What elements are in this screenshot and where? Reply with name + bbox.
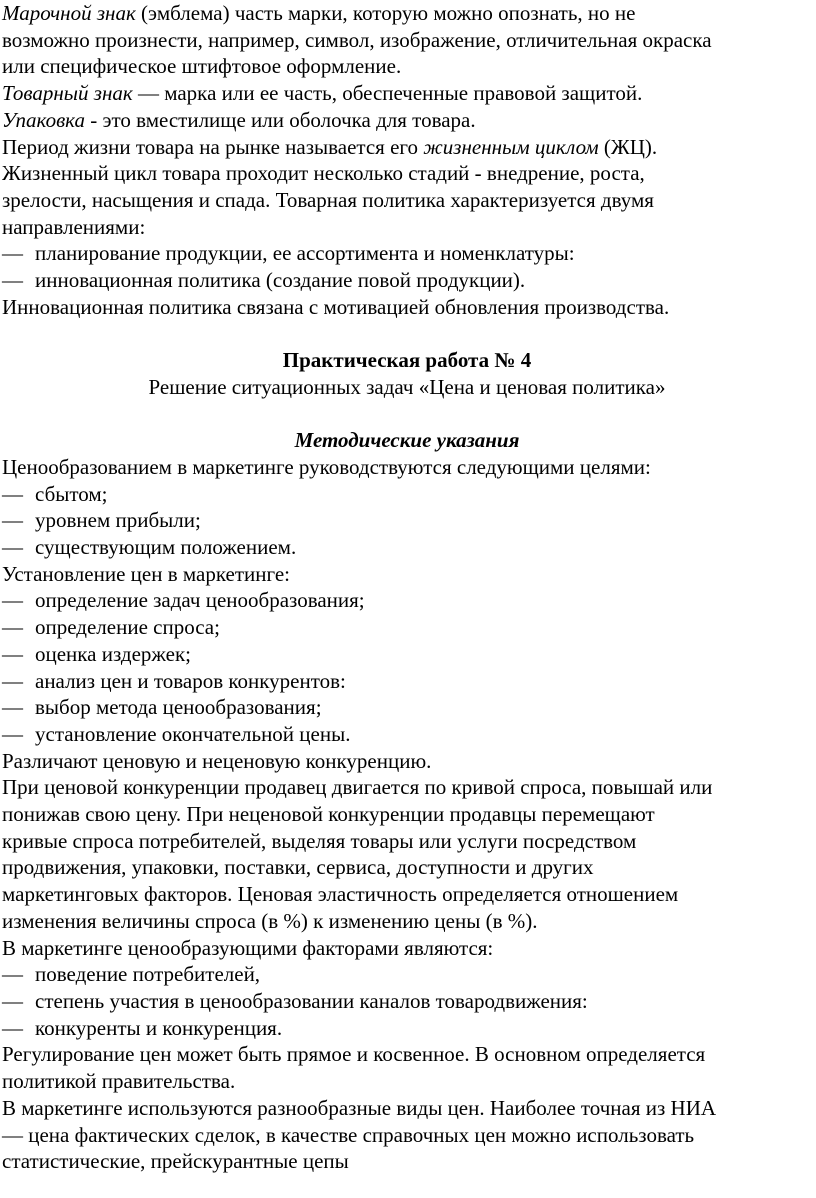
text-line: кривые спроса потребителей, выделяя товары или услуги посредством <box>2 828 637 853</box>
list-item-text: установление окончательной цены. <box>35 721 351 746</box>
text: Период жизни товара на рынке называется его <box>2 134 424 159</box>
spacer <box>2 320 816 347</box>
text-line: При ценовой конкуренции продавец двигается по кривой спроса, повышай или <box>2 775 713 800</box>
term-trademark: Товарный знак <box>2 81 133 106</box>
text-line: — цена фактических сделок, в качестве справочных цен можно использовать <box>2 1122 695 1147</box>
list-item <box>2 534 816 561</box>
list-item <box>2 587 816 614</box>
list-item-text: существующим положением. <box>35 535 297 560</box>
list-item-text: анализ цен и товаров конкурентов: <box>35 668 346 693</box>
list-item <box>2 988 816 1015</box>
list-item-text: уровнем прибыли; <box>35 508 201 533</box>
text-line: направлениями: <box>2 214 146 239</box>
text-line: Жизненный цикл товара проходит несколько стадий - внедрение, роста, <box>2 161 645 186</box>
dash-bullet: — <box>2 721 23 746</box>
text-line: маркетинговых факторов. Ценовая эластичность определяется отношением <box>2 882 679 907</box>
page-heading: Практическая работа № 4 <box>282 348 532 373</box>
term-life-cycle: жизненным циклом <box>423 134 599 159</box>
list-item <box>2 481 816 508</box>
text-line: возможно произнести, например, символ, изображение, отличительная окраска <box>2 27 712 52</box>
text-line: Различают ценовую и неценовую конкуренцию. <box>2 748 432 773</box>
text: (ЖЦ). <box>598 134 658 159</box>
text-line: или специфическое штифтовое оформление. <box>2 54 402 79</box>
list-item-text: планирование продукции, ее ассортимента и номенклатуры: <box>35 241 575 266</box>
list-item-text: конкуренты и конкуренция. <box>35 1015 283 1040</box>
dash-bullet: — <box>2 481 23 506</box>
term-packaging: Упаковка <box>2 107 85 132</box>
dash-bullet: — <box>2 988 23 1013</box>
text-line: Инновационная политика связана с мотивацией обновления производства. <box>2 294 670 319</box>
list-item-text: сбытом; <box>35 481 108 506</box>
dash-bullet: — <box>2 241 23 266</box>
list-item <box>2 240 816 267</box>
dash-bullet: — <box>2 1015 23 1040</box>
list-item <box>2 668 816 695</box>
dash-bullet: — <box>2 268 23 293</box>
dash-bullet: — <box>2 962 23 987</box>
text-line: В маркетинге используются разнообразные виды цен. Наиболее точная из НИА <box>2 1095 717 1120</box>
list-item <box>2 507 816 534</box>
list-item-text: инновационная политика (создание повой продукции). <box>35 268 526 293</box>
dash-bullet: — <box>2 641 23 666</box>
dash-bullet: — <box>2 695 23 720</box>
dash-bullet: — <box>2 588 23 613</box>
list-item <box>2 1015 816 1042</box>
spacer <box>2 401 816 428</box>
list-item-text: определение задач ценообразования; <box>35 588 365 613</box>
term-brand-mark: Марочной знак <box>2 1 136 25</box>
text-line: В маркетинге ценообразующими факторами являются: <box>2 935 494 960</box>
text-line: изменения величины спроса (в %) к изменению цены (в %). <box>2 908 538 933</box>
dash-bullet: — <box>2 668 23 693</box>
paragraph-brand-mark <box>2 0 816 27</box>
text-line: понижав свою цену. При неценовой конкуренции продавцы перемещают <box>2 802 655 827</box>
list-item <box>2 641 816 668</box>
paragraph-life-cycle <box>2 134 816 161</box>
list-item <box>2 694 816 721</box>
list-item-text: оценка издержек; <box>35 641 192 666</box>
text: — марка или ее часть, обеспеченные правовой защитой. <box>132 81 643 106</box>
list-item <box>2 614 816 641</box>
text-line: зрелости, насыщения и спада. Товарная политика характеризуется двумя <box>2 187 654 212</box>
list-item <box>2 961 816 988</box>
text-line: продвижения, упаковки, поставки, сервиса, доступности и других <box>2 855 594 880</box>
text-line: Ценообразованием в маркетинге руководствуются следующими целями: <box>2 454 651 479</box>
paragraph-trademark <box>2 80 816 107</box>
list-item-text: выбор метода ценообразования; <box>35 695 322 720</box>
dash-bullet: — <box>2 508 23 533</box>
text-line: Регулирование цен может быть прямое и косвенное. В основном определяется <box>2 1042 706 1067</box>
text: (эмблема) часть марки, которую можно опознать, но не <box>135 1 636 25</box>
list-item-text: определение спроса; <box>35 615 220 640</box>
dash-bullet: — <box>2 535 23 560</box>
text: - это вместилище или оболочка для товара. <box>85 107 476 132</box>
text-line: Установление цен в маркетинге: <box>2 561 290 586</box>
page-subheading: Решение ситуационных задач «Цена и ценовая политика» <box>148 374 666 399</box>
paragraph-packaging <box>2 107 816 134</box>
text-line: статистические, прейскурантные цепы <box>2 1149 349 1174</box>
list-item <box>2 267 816 294</box>
list-item <box>2 721 816 748</box>
list-item-text: поведение потребителей, <box>35 962 261 987</box>
text-line: политикой правительства. <box>2 1069 236 1094</box>
dash-bullet: — <box>2 615 23 640</box>
list-item-text: степень участия в ценообразовании каналов товародвижения: <box>35 988 588 1013</box>
section-title: Методические указания <box>294 428 520 453</box>
